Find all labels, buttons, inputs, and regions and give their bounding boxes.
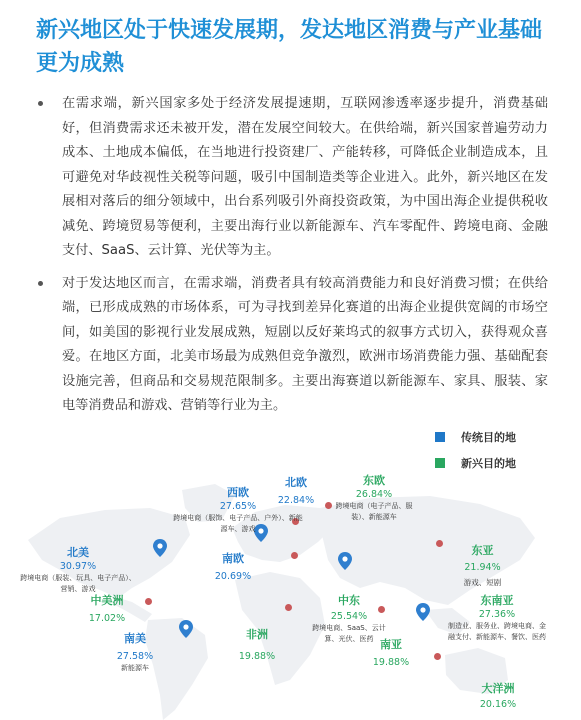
region-northern-europe <box>276 476 316 507</box>
region-name: 北欧 <box>285 476 307 489</box>
region-share: 26.84% <box>355 489 393 500</box>
region-south-asia <box>366 638 416 669</box>
region-share: 25.54% <box>330 611 368 622</box>
region-name: 中美洲 <box>90 594 124 607</box>
region-southern-europe <box>208 552 258 583</box>
region-marker-dot <box>285 604 292 611</box>
location-pin-icon <box>416 603 430 621</box>
bullet-item <box>28 92 548 264</box>
region-share: 17.02% <box>88 613 126 624</box>
region-name: 东亚 <box>471 544 494 557</box>
region-name: 南欧 <box>222 552 244 565</box>
region-categories: 跨境电商（服饰、电子产品、户外）、新能源车、游戏 <box>173 514 303 533</box>
region-categories: 跨境电商（电子产品、服装）、新能源车 <box>335 502 413 521</box>
legend-label: 传统目的地 <box>461 431 516 444</box>
region-share: 19.88% <box>372 657 410 668</box>
region-africa <box>232 628 282 663</box>
world-map <box>0 470 581 720</box>
bullet-item <box>28 272 548 419</box>
region-east-asia <box>455 544 510 588</box>
region-north-america <box>18 546 138 595</box>
region-name: 大洋洲 <box>481 682 515 695</box>
region-share: 20.69% <box>214 571 252 582</box>
bullet-dot-icon <box>38 281 43 286</box>
region-name: 中东 <box>338 594 360 607</box>
bullet-text: 在需求端，新兴国家多处于经济发展提速期，互联网渗透率逐步提升，消费基础好，但消费需求还未被开发，潜在发展空间较大。在供给端，新兴国家普遍劳动力成本、土地成本偏低，在当地进行投资建厂、产能转移，可降低企业制造成本，且可避免对华歧视性关税等问题，吸引中国制造类等企业进入。此外，新兴地区在发展相对落后的细分领域中，出台系列吸引外商投资政策，为中国出海企业提供税收减免、跨境贸易等便利，主要出海行业以新能源车、汽车零配件、跨境电商、金融支付、SaaS、云计算、光伏等为主。 <box>62 96 548 258</box>
region-name: 南美 <box>124 632 146 645</box>
region-marker-dot <box>145 598 152 605</box>
bullet-list <box>28 92 548 427</box>
region-categories: 游戏、短剧 <box>463 578 502 587</box>
region-share: 30.97% <box>59 561 97 572</box>
region-share: 27.65% <box>219 501 257 512</box>
region-share: 19.88% <box>238 651 276 662</box>
region-marker-dot <box>291 552 298 559</box>
region-oceania <box>470 682 526 711</box>
region-name: 北美 <box>67 546 89 559</box>
bullet-text: 对于发达地区而言，在需求端，消费者具有较高消费能力和良好消费习惯；在供给端，已形成成熟的市场体系，可为寻找到差异化赛道的出海企业提供宽阔的市场空间，如美国的影视行业发展成熟，短剧以反好莱坞式的叙事方式切入，获得观众喜爱。在地区方面，北美市场最为成熟但竞争激烈，欧洲市场消费能力强、基础配套设施完善，但商品和交易规范限制多。主要出海赛道以新能源车、家具、服装、家电等消费品和游戏、营销等行业为主。 <box>62 275 548 413</box>
legend-swatch-green <box>435 458 445 468</box>
region-share: 27.58% <box>116 651 154 662</box>
page-title: 新兴地区处于快速发展期，发达地区消费与产业基础更为成熟 <box>36 18 543 76</box>
region-south-america <box>106 632 164 674</box>
region-name: 非洲 <box>246 628 268 641</box>
legend-label: 新兴目的地 <box>461 457 516 470</box>
region-share: 20.16% <box>479 699 517 710</box>
region-share: 27.36% <box>478 609 516 620</box>
bullet-dot-icon <box>38 101 43 106</box>
region-categories: 跨境电商、SaaS、云计算、光伏、医药 <box>312 624 386 643</box>
region-name: 西欧 <box>227 486 249 499</box>
legend-item-traditional <box>435 430 516 444</box>
region-name: 东欧 <box>363 474 385 487</box>
region-marker-dot <box>436 540 443 547</box>
region-marker-dot <box>434 653 441 660</box>
region-share: 21.94% <box>464 562 501 573</box>
location-pin-icon <box>179 620 193 638</box>
region-central-america <box>82 594 132 625</box>
region-southeast-asia <box>445 594 549 643</box>
region-eastern-europe <box>328 474 420 523</box>
region-name: 东南亚 <box>480 594 514 607</box>
region-categories: 跨境电商（服装、玩具、电子产品）、营销、游戏 <box>20 574 136 593</box>
region-categories: 新能源车 <box>121 664 149 672</box>
location-pin-icon <box>153 539 167 557</box>
legend-item-emerging <box>435 456 516 470</box>
region-share: 22.84% <box>277 495 315 506</box>
region-categories: 制造业、服务业、跨境电商、金融支付、新能源车、餐饮、医药 <box>448 622 546 641</box>
region-name: 南亚 <box>380 638 402 651</box>
legend-swatch-blue <box>435 432 445 442</box>
location-pin-icon <box>338 552 352 570</box>
